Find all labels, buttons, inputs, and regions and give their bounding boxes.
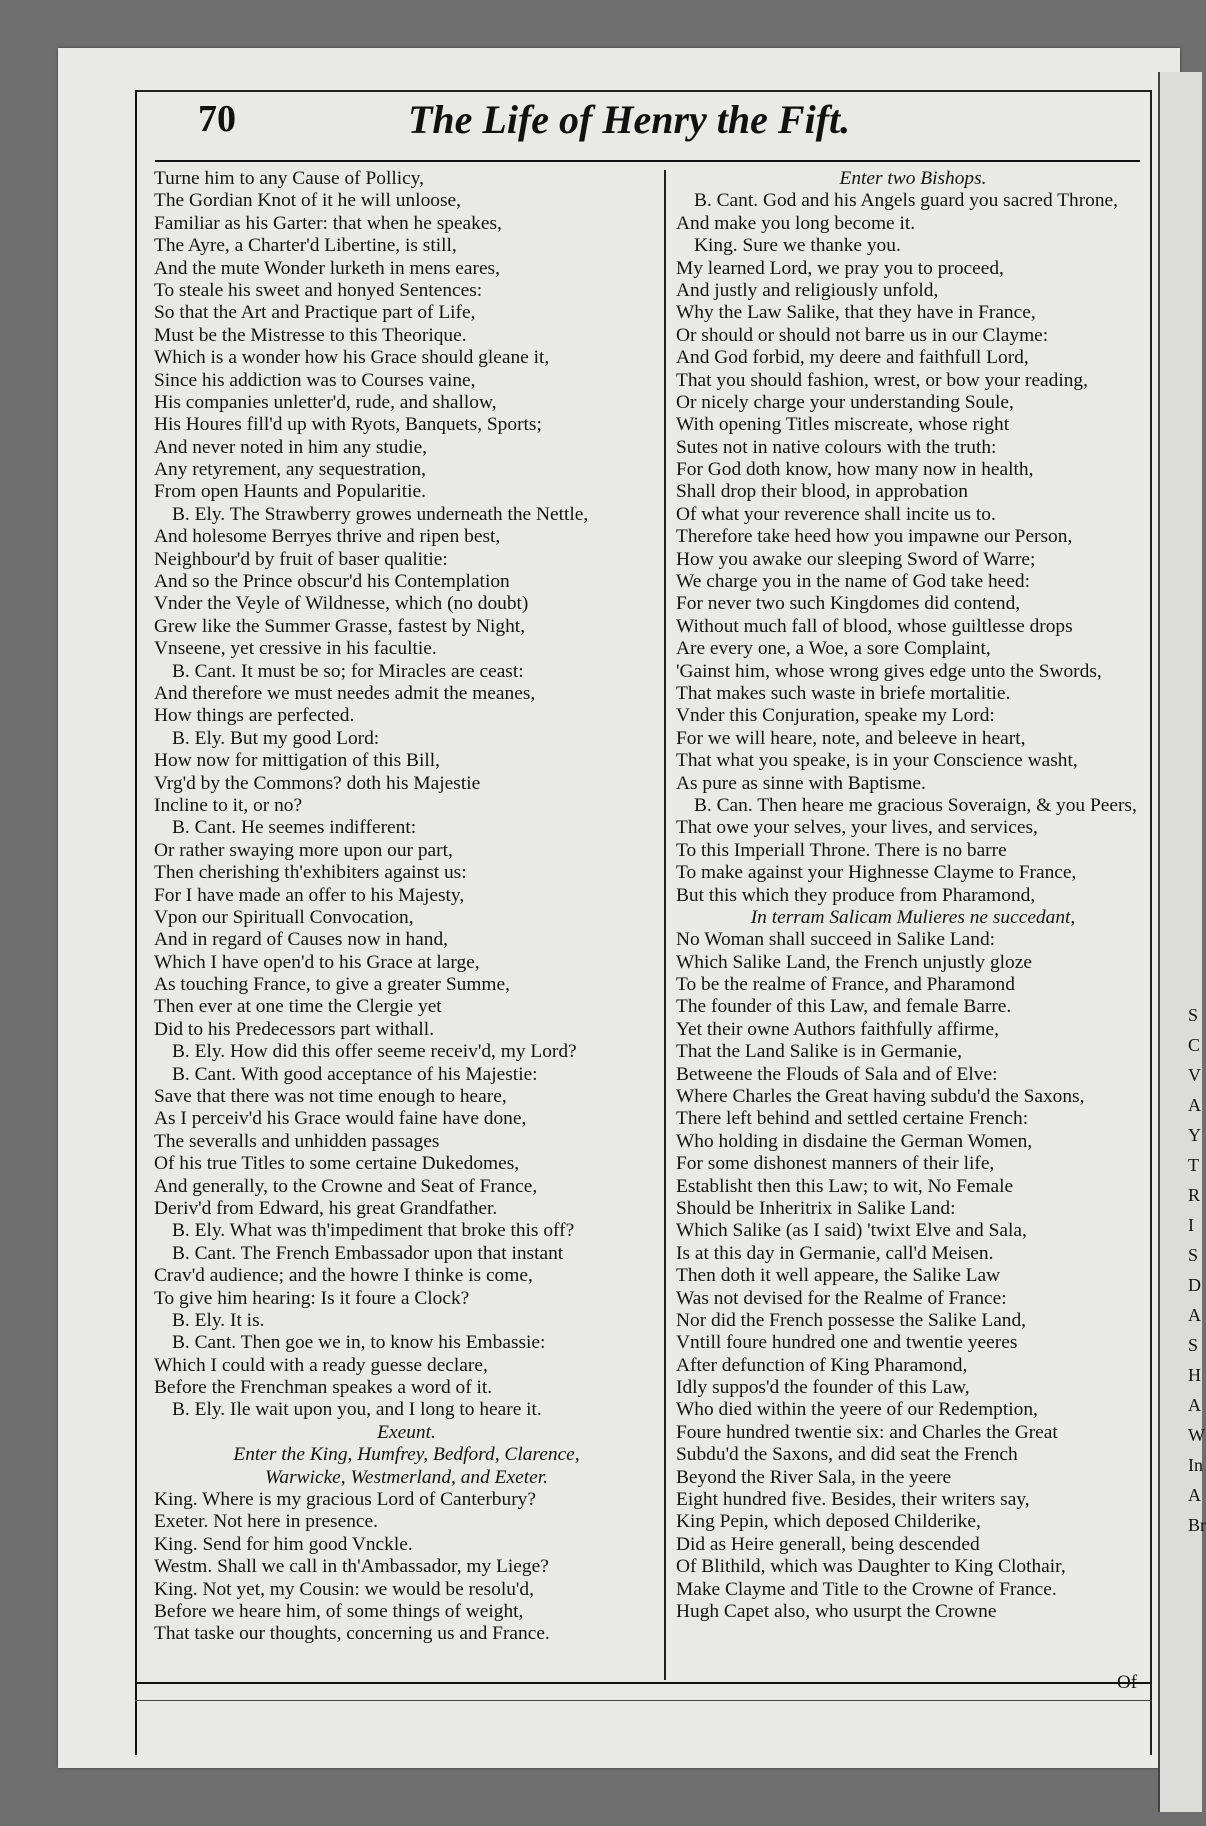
edge-letter: W [1188,1425,1205,1445]
text-line: Of Blithild, which was Daughter to King Clothair, [676,1556,1066,1578]
text-line: Before we heare him, of some things of weight, [154,1601,524,1622]
text-line: And generally, to the Crowne and Seat of France, [154,1175,538,1197]
text-line: The Gordian Knot of it he will unloose, [154,190,461,212]
text-line: And therefore we must needes admit the meanes, [154,682,536,704]
text-line: In terram Salicam Mulieres ne succedant, [750,906,1076,928]
text-line: To give him hearing: Is it foure a Clock? [154,1287,470,1309]
text-line: King. Sure we thanke you. [694,235,901,257]
text-line: B. Ely. What was th'impediment that broke this off? [172,1220,575,1242]
right-text-column [676,168,1150,1623]
text-line: As I perceiv'd his Grace would faine have done, [154,1108,527,1130]
text-line: Who died within the yeere of our Redemption, [676,1399,1038,1421]
edge-letter: D [1188,1275,1201,1295]
text-line: B. Ely. How did this offer seeme receiv'd, my Lord? [172,1041,577,1063]
text-line: Who holding in disdaine the German Women, [676,1130,1033,1152]
text-line: Beyond the River Sala, in the yeere [676,1466,952,1488]
text-line: Which Salike Land, the French unjustly gloze [676,951,1032,973]
text-line: To this Imperiall Throne. There is no barre [676,839,1007,861]
text-line: And holesome Berryes thrive and ripen best, [154,526,501,548]
text-line: Deriv'd from Edward, his great Grandfather. [154,1197,498,1219]
text-line: B. Cant. He seemes indifferent: [172,817,417,839]
text-line: No Woman shall succeed in Salike Land: [676,929,996,951]
edge-letter: R [1188,1185,1201,1205]
page-number: 70 [198,98,236,140]
edge-letter: C [1188,1035,1201,1055]
text-line: There left behind and settled certaine French: [676,1108,1029,1130]
text-line: Exeunt. [377,1421,436,1443]
text-line: How you awake our sleeping Sword of Warre; [676,548,1036,570]
frame-left-rule [135,90,137,1755]
text-line: King. Not yet, my Cousin: we would be resolu'd, [154,1578,534,1600]
text-line: Any retyrement, any sequestration, [154,459,426,481]
frame-top-rule [135,90,1152,92]
text-line: B. Cant. With good acceptance of his Majestie: [172,1063,538,1085]
text-line: We charge you in the name of God take heed: [676,571,1030,593]
text-line: Sutes not in native colours with the truth: [676,436,997,458]
text-line: For we will heare, note, and beleeve in heart, [676,727,1026,749]
text-line: B. Ely. The Strawberry growes underneath the Nettle, [172,503,589,525]
text-line: Shall drop their blood, in approbation [676,481,968,503]
header-rule [155,160,1140,162]
text-line: Grew like the Summer Grasse, fastest by Night, [154,615,526,637]
text-line: As touching France, to give a greater Summe, [154,974,510,996]
text-line: From open Haunts and Popularitie. [154,481,426,503]
text-line: B. Ely. It is. [172,1309,265,1331]
text-line: King Pepin, which deposed Childerike, [676,1511,981,1533]
text-line: My learned Lord, we pray you to proceed, [676,257,1004,279]
text-line: For I have made an offer to his Majesty, [154,884,465,906]
text-line: Foure hundred twentie six: and Charles the Great [676,1421,1058,1443]
text-line: B. Cant. The French Embassador upon that instant [172,1242,564,1264]
text-line: Before the Frenchman speakes a word of it. [154,1377,493,1399]
text-line: B. Cant. Then goe we in, to know his Embassie: [172,1332,546,1354]
text-line: For some dishonest manners of their life, [676,1153,995,1175]
column-divider [664,170,666,1680]
edge-letter: A [1188,1485,1201,1505]
text-line: B. Ely. Ile wait upon you, and I long to heare it. [172,1399,542,1421]
text-line: And never noted in him any studie, [154,436,428,458]
text-line: Should be Inheritrix in Salike Land: [676,1197,956,1219]
text-line: So that the Art and Practique part of Life, [154,302,476,324]
text-line: Then cherishing th'exhibiters against us: [154,862,467,884]
text-line: Which Salike (as I said) 'twixt Elve and Sala, [676,1220,1027,1242]
edge-letter: H [1188,1365,1201,1385]
text-line: Establisht then this Law; to wit, No Female [676,1175,1014,1197]
adjacent-page-letters [1188,1000,1206,1540]
text-line: Make Clayme and Title to the Crowne of France. [676,1578,1057,1600]
text-line: How things are perfected. [154,705,355,727]
text-line: Turne him to any Cause of Pollicy, [154,168,425,189]
text-line: Then ever at one time the Clergie yet [154,996,442,1018]
text-line: Warwicke, Westmerland, and Exeter. [265,1466,548,1488]
adjacent-page-edge [1158,72,1206,1812]
text-line: That owe your selves, your lives, and services, [676,817,1038,839]
text-line: Why the Law Salike, that they have in France, [676,302,1036,324]
text-line: And so the Prince obscur'd his Contemplation [154,571,510,593]
text-line: To be the realme of France, and Pharamond [676,974,1015,996]
text-line: Vnder this Conjuration, speake my Lord: [676,705,995,727]
frame-bottom-rule-outer [135,1700,1152,1701]
text-line: Or should or should not barre us in our Clayme: [676,324,1049,346]
edge-letter: S [1188,1245,1199,1265]
edge-letter: A [1188,1095,1201,1115]
text-line: Eight hundred five. Besides, their writers say, [676,1489,1030,1511]
text-line: Or rather swaying more upon our part, [154,839,453,861]
edge-letter: In [1188,1455,1203,1475]
edge-letter: S [1188,1335,1199,1355]
text-line: Then doth it well appeare, the Salike Law [676,1265,1001,1287]
text-line: Was not devised for the Realme of France: [676,1287,1007,1309]
text-line: Idly suppos'd the founder of this Law, [676,1377,970,1399]
text-line: For God doth know, how many now in health, [676,459,1034,481]
text-line: Enter two Bishops. [839,168,987,189]
text-line: King. Send for him good Vnckle. [154,1533,413,1555]
edge-letter: T [1188,1155,1199,1175]
text-line: 'Gainst him, whose wrong gives edge unto the Swords, [676,660,1102,682]
text-line: Westm. Shall we call in th'Ambassador, my Liege? [154,1556,549,1578]
edge-letter: Y [1188,1125,1201,1145]
frame-bottom-rule [135,1682,1152,1684]
text-line: Therefore take heed how you impawne our Person, [676,526,1073,548]
text-line: Did as Heire generall, being descended [676,1533,980,1555]
text-line: That you should fashion, wrest, or bow your reading, [676,369,1088,391]
text-line: B. Can. Then heare me gracious Soveraign, & you Peers, [694,794,1137,816]
text-line: And in regard of Causes now in hand, [154,929,449,951]
text-line: Yet their owne Authors faithfully affirme, [676,1018,999,1040]
edge-letter: V [1188,1065,1201,1085]
text-line: Of what your reverence shall incite us to. [676,503,996,525]
text-line: And the mute Wonder lurketh in mens eares, [154,257,500,279]
text-line: Are every one, a Woe, a sore Complaint, [676,638,991,660]
text-line: And justly and religiously unfold, [676,279,939,301]
text-line: But this which they produce from Pharamond, [676,884,1036,906]
edge-letter: S [1188,1005,1199,1025]
text-line: Vnder the Veyle of Wildnesse, which (no doubt) [154,593,529,615]
text-line: For never two such Kingdomes did contend, [676,593,1021,615]
text-line: With opening Titles miscreate, whose right [676,414,1010,436]
text-line: Or nicely charge your understanding Soule, [676,391,1014,413]
text-line: And make you long become it. [676,212,916,234]
text-line: Save that there was not time enough to heare, [154,1086,507,1108]
text-line: Where Charles the Great having subdu'd the Saxons, [676,1086,1085,1108]
text-line: Betweene the Flouds of Sala and of Elve: [676,1063,998,1085]
text-line: Which I could with a ready guesse declare, [154,1354,488,1376]
text-line: Since his addiction was to Courses vaine, [154,369,476,391]
frame-right-rule [1150,90,1152,1755]
text-line: Without much fall of blood, whose guiltlesse drops [676,615,1073,637]
text-line: B. Ely. But my good Lord: [172,727,380,749]
text-line: That the Land Salike is in Germanie, [676,1041,962,1063]
text-line: Vntill foure hundred one and twentie yeeres [676,1332,1018,1354]
text-line: Did to his Predecessors part withall. [154,1018,435,1040]
text-line: The severalls and unhidden passages [154,1130,440,1152]
text-line: Subdu'd the Saxons, and did seat the French [676,1444,1018,1466]
text-line: Which is a wonder how his Grace should gleane it, [154,347,550,369]
text-line: After defunction of King Pharamond, [676,1354,968,1376]
text-line: That taske our thoughts, concerning us and France. [154,1623,550,1645]
left-text-column [154,168,659,1646]
text-line: Of his true Titles to some certaine Dukedomes, [154,1153,520,1175]
text-line: Hugh Capet also, who usurpt the Crowne [676,1601,997,1622]
text-line: Crav'd audience; and the howre I thinke is come, [154,1265,533,1287]
text-line: Vrg'd by the Commons? doth his Majestie [154,772,481,794]
text-line: His Houres fill'd up with Ryots, Banquets, Sports; [154,414,542,436]
text-line: The founder of this Law, and female Barre. [676,996,1012,1018]
edge-letter: I [1188,1215,1194,1235]
edge-letter: Br [1188,1515,1206,1535]
text-line: Nor did the French possesse the Salike Land, [676,1309,1027,1331]
text-line: To make against your Highnesse Clayme to France, [676,862,1077,884]
text-line: How now for mittigation of this Bill, [154,750,441,772]
text-line: To steale his sweet and honyed Sentences: [154,279,483,301]
text-line: Incline to it, or no? [154,794,303,816]
text-line: B. Cant. God and his Angels guard you sacred Throne, [694,190,1119,212]
text-line: Which I have open'd to his Grace at large, [154,951,480,973]
text-line: Vpon our Spirituall Convocation, [154,906,414,928]
text-line: That what you speake, is in your Conscience washt, [676,750,1078,772]
text-line: Must be the Mistresse to this Theorique. [154,324,467,346]
text-line: His companies unletter'd, rude, and shallow, [154,391,497,413]
text-line: Enter the King, Humfrey, Bedford, Clarence, [233,1444,580,1466]
text-line: Vnseene, yet cressive in his facultie. [154,638,437,660]
edge-letter: A [1188,1305,1201,1325]
text-line: The Ayre, a Charter'd Libertine, is still, [154,235,457,257]
text-line: Exeter. Not here in presence. [154,1511,378,1533]
text-line: As pure as sinne with Baptisme. [676,772,926,794]
text-line: Neighbour'd by fruit of baser qualitie: [154,548,448,570]
text-line: Familiar as his Garter: that when he speakes, [154,212,502,234]
text-line: Is at this day in Germanie, call'd Meisen. [676,1242,994,1264]
catchword: Of [1117,1672,1138,1693]
text-line: That makes such waste in briefe mortalitie. [676,682,1011,704]
text-line: And God forbid, my deere and faithfull Lord, [676,347,1029,369]
running-title: The Life of Henry the Fift. [408,97,851,142]
text-line: King. Where is my gracious Lord of Canterbury? [154,1489,536,1511]
edge-letter: A [1188,1395,1201,1415]
text-line: B. Cant. It must be so; for Miracles are ceast: [172,660,524,682]
